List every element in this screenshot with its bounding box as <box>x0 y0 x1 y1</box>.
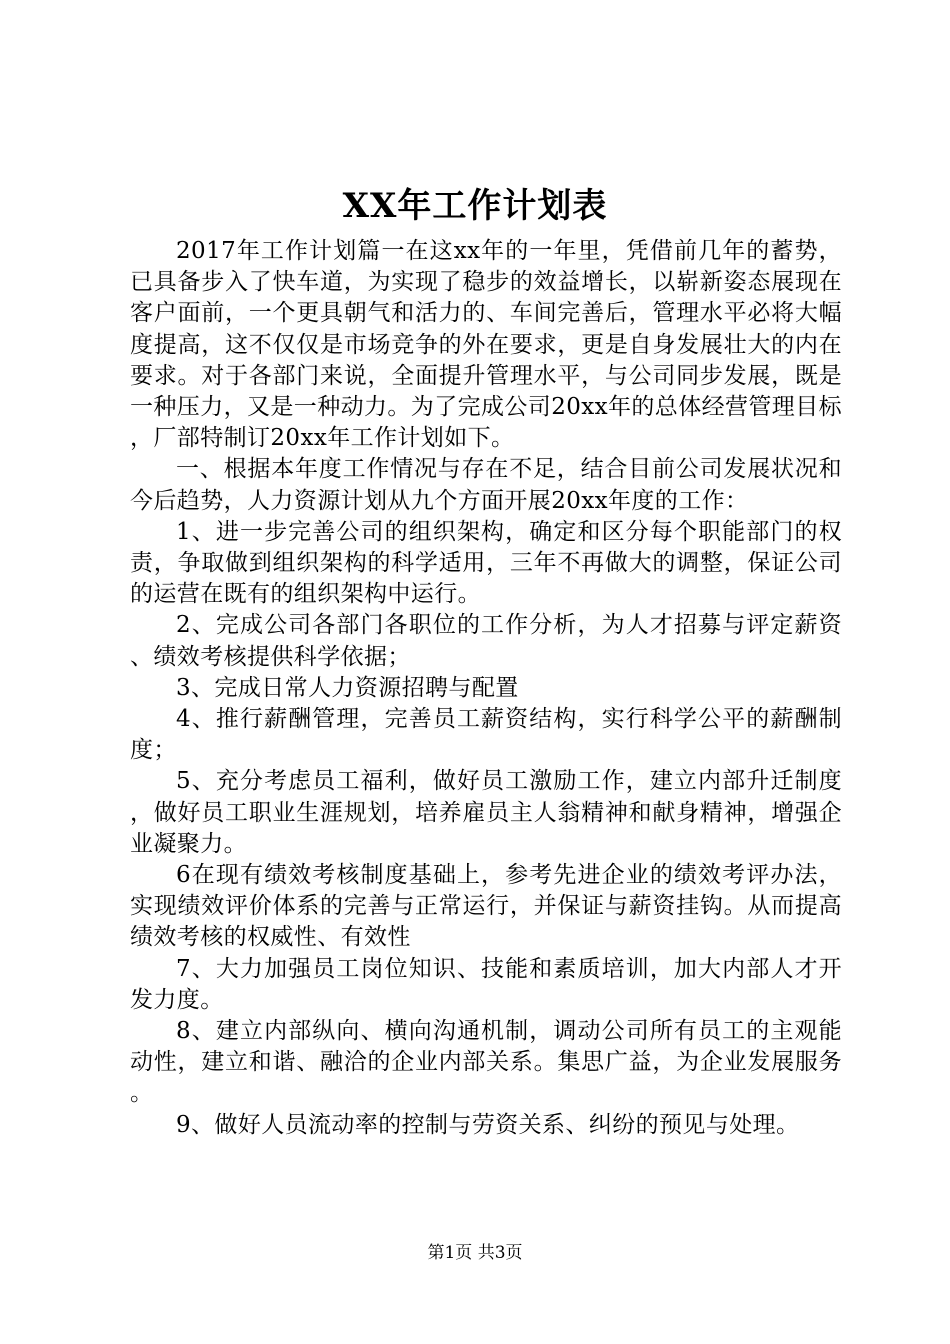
list-item-6: 6在现有绩效考核制度基础上，参考先进企业的绩效考评办法，实现绩效评价体系的完善与正常运行，并保证与薪资挂钩。从而提高绩效考核的权威性、有效性 <box>130 862 842 951</box>
list-item-9: 9、做好人员流动率的控制与劳资关系、纠纷的预见与处理。 <box>176 1111 800 1138</box>
list-item-5: 5、充分考虑员工福利，做好员工激励工作，建立内部升迁制度，做好员工职业生涯规划，培养雇员主人翁精神和献身精神，增强企业凝聚力。 <box>130 768 842 857</box>
document-body <box>130 236 842 1141</box>
list-item-8: 8、建立内部纵向、横向沟通机制，调动公司所有员工的主观能动性，建立和谐、融洽的企业内部关系。集思广益，为企业发展服务。 <box>130 1018 842 1107</box>
page-footer: 第1页 共3页 <box>427 1243 523 1263</box>
list-item-4: 4、推行薪酬管理，完善员工薪资结构，实行科学公平的薪酬制度； <box>130 706 842 764</box>
paragraph-section-1: 一、根据本年度工作情况与存在不足，结合目前公司发展状况和今后趋势，人力资源计划从九个方面开展20xx年度的工作： <box>130 456 842 514</box>
page-title: XX年工作计划表 <box>342 186 608 226</box>
list-item-7: 7、大力加强员工岗位知识、技能和素质培训，加大内部人才开发力度。 <box>130 955 842 1013</box>
list-item-3: 3、完成日常人力资源招聘与配置 <box>176 674 519 701</box>
list-item-1: 1、进一步完善公司的组织架构，确定和区分每个职能部门的权责，争取做到组织架构的科学适用，三年不再做大的调整，保证公司的运营在既有的组织架构中运行。 <box>130 518 842 608</box>
list-item-2: 2、完成公司各部门各职位的工作分析，为人才招募与评定薪资、绩效考核提供科学依据； <box>130 612 842 670</box>
paragraph-intro: 2017年工作计划篇一在这xx年的一年里，凭借前几年的蓄势，已具备步入了快车道，为实现了稳步的效益增长，以崭新姿态展现在客户面前，一个更具朝气和活力的、车间完善后，管理水平必将大幅度提高，这不仅仅是市场竞争的外在要求，更是自身发展壮大的内在要求。对于各部门来说，全面提升管理水平，与公司同步发展，既是一种压力，又是一种动力。为了完成公司20xx年的总体经营管理目标，厂部特制订20xx年工作计划如下。 <box>130 238 843 452</box>
